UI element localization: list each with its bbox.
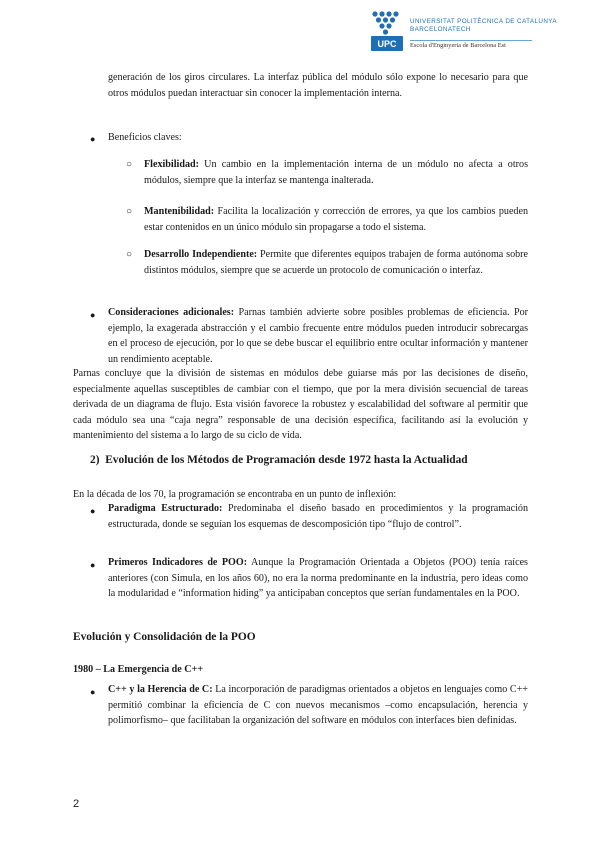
section-item-structured: [108, 501, 528, 532]
subsection-item-cpp: [108, 682, 528, 729]
university-subname: BARCELONATECH: [410, 26, 471, 33]
subsection-item-term: C++ y la Herencia de C:: [108, 684, 213, 695]
bullet-icon: ●: [90, 687, 96, 697]
benefits-label: Beneficios claves:: [108, 132, 182, 143]
benefit-term: Desarrollo Independiente:: [144, 249, 258, 260]
considerations: [108, 305, 528, 367]
circle-bullet-icon: ○: [126, 159, 133, 170]
subsection-item-text: La incorporación de paradigmas orientados a objetos en lenguajes como C++ permitió combinar la eficiencia de C con nuevos mecanismos –como encapsulación, herencia y polimorfismo– que facilitaban la organización del software en módulos con interfaces bien definidas.: [108, 684, 528, 727]
section-title: Evolución de los Métodos de Programación desde 1972 hasta la Actualidad: [105, 454, 468, 466]
benefit-text: Permite que diferentes equipos trabajen de forma autónoma sobre distintos módulos, siempre que se acuerde un protocolo de comunicación o interfaz.: [144, 249, 529, 276]
section-item-oop: [108, 555, 528, 602]
section-item-term: Paradigma Estructurado:: [108, 503, 223, 514]
section-intro: En la década de los 70, la programación se encontraba en un punto de inflexión:: [73, 489, 397, 500]
benefit-item-maintainability: [144, 204, 528, 235]
circle-bullet-icon: ○: [126, 206, 133, 217]
bullet-icon: ●: [90, 560, 96, 570]
section-item-text: Predominaba el diseño basado en procedimientos y la programación estructurada, donde se seguían los esquemas de descomposición tipo “flujo de control”.: [108, 503, 528, 530]
section-item-term: Primeros Indicadores de POO:: [108, 557, 248, 568]
benefit-term: Flexibilidad:: [144, 159, 199, 170]
bullet-icon: ●: [90, 310, 96, 320]
considerations-term: Consideraciones adicionales:: [108, 307, 235, 318]
upc-logo-icon: [369, 10, 405, 52]
section-item-text: Aunque la Programación Orientada a Objetos (POO) tenía raíces anteriores (con Simula, en los años 60), no era la norma predominante en la industria, pero ideas como la modularidad e “information hiding” ya anticipaban conceptos que serían fundamentales en la POO.: [108, 557, 528, 600]
intro-continuation: generación de los giros circulares. La interfaz pública del módulo sólo expone lo necesario para que otros módulos puedan interactuar sin conocer la implementación interna.: [108, 72, 528, 99]
conclusion-paragraph: Parnas concluye que la división de sistemas en módulos debe guiarse más por las decisiones de diseño, especialmente aquellas susceptibles de cambiar con el tiempo, que por la mera división secuencial de tareas derivada de un diagrama de flujo. Esta visión favorece la robustez y escalabilidad del software al permitir que cada módulo sea una “caja negra” responsable de una decisión específica, facilitando así la evolución y mantenimiento del sistema a lo largo de su ciclo de vida.: [73, 368, 528, 442]
logo-label: UPC: [377, 39, 397, 49]
section-number: 2): [90, 454, 100, 466]
benefit-item-flexibility: [144, 157, 528, 188]
bullet-icon: ●: [90, 506, 96, 516]
considerations-text: Parnas también advierte sobre posibles problemas de eficiencia. Por ejemplo, la exagerada abstracción y el cambio frecuente entre módulos pueden introducir sobrecargas en el proceso de ejecución, por lo que se debe buscar el equilibrio entre ocultar información y mantener un rendimiento aceptable.: [108, 307, 528, 365]
university-name: UNIVERSITAT POLITÈCNICA DE CATALUNYA: [410, 18, 558, 25]
benefit-item-independent: [144, 247, 528, 278]
page-number: 2: [73, 798, 80, 810]
subsection-title: Evolución y Consolidación de la POO: [73, 631, 256, 643]
year-heading: 1980 – La Emergencia de C++: [73, 664, 204, 675]
benefit-text: Un cambio en la implementación interna de un módulo no afecta a otros módulos, siempre que la interfaz se mantenga inalterada.: [144, 159, 528, 186]
university-logo: [369, 10, 594, 54]
benefit-term: Mantenibilidad:: [144, 206, 215, 217]
bullet-icon: ●: [90, 134, 96, 144]
school-name: Escola d'Enginyeria de Barcelona Est: [410, 42, 506, 49]
section-heading: [90, 454, 530, 466]
circle-bullet-icon: ○: [126, 249, 133, 260]
benefit-text: Facilita la localización y corrección de errores, ya que los cambios pueden estar contenidos en un único módulo sin propagarse a todo el sistema.: [144, 206, 528, 233]
